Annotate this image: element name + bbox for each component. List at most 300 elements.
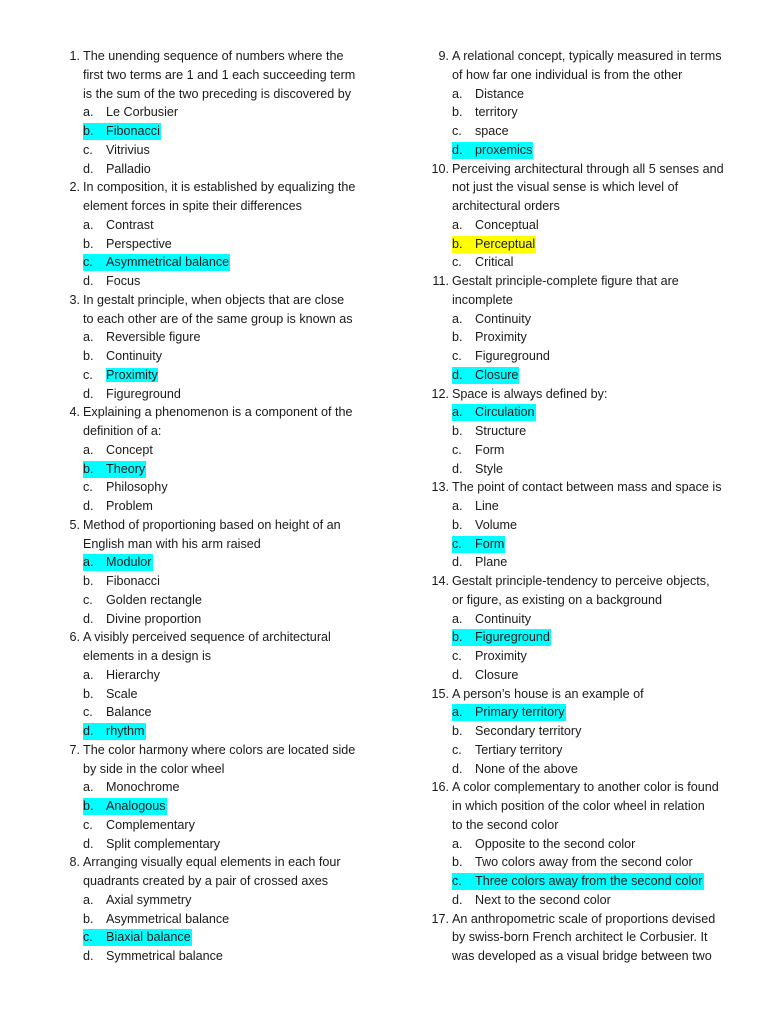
question-text: Explaining a phenomenon is a component of the — [83, 405, 353, 420]
answer-option — [58, 385, 368, 404]
question-text: to the second color — [452, 817, 559, 832]
option-letter: a. — [452, 86, 463, 101]
option-letter: a. — [452, 836, 463, 851]
question-number: 2. — [69, 180, 80, 195]
answer-option — [427, 122, 739, 141]
question-first-line — [58, 47, 368, 66]
highlighted-answer — [452, 236, 536, 253]
question-item — [58, 853, 368, 966]
answer-option-content — [452, 498, 500, 515]
answer-option — [58, 572, 368, 591]
question-item — [58, 741, 368, 854]
option-letter: c. — [452, 742, 462, 757]
option-text: Circulation — [475, 405, 535, 420]
question-item — [427, 160, 739, 273]
answer-option — [427, 460, 739, 479]
option-text: Closure — [475, 367, 519, 382]
question-item — [427, 385, 739, 479]
answer-option-content — [83, 498, 154, 515]
answer-option — [58, 103, 368, 122]
option-text: Figureground — [106, 386, 181, 401]
answer-option — [58, 610, 368, 629]
question-first-line — [427, 385, 739, 404]
answer-option — [427, 666, 739, 685]
answer-option-content — [452, 254, 514, 271]
question-text: A relational concept, typically measured in terms — [452, 49, 722, 63]
option-text: Asymmetrical balance — [106, 911, 230, 926]
option-letter: d. — [452, 555, 463, 570]
option-text: Fibonacci — [106, 124, 160, 138]
answer-option-content — [83, 367, 159, 384]
question-first-line — [58, 628, 368, 647]
answer-option — [58, 272, 368, 291]
option-letter: b. — [83, 686, 94, 701]
question-first-line — [58, 178, 368, 197]
option-text: Divine proportion — [106, 611, 202, 626]
question-continuation-line — [427, 816, 739, 835]
question-continuation-line — [58, 760, 368, 779]
option-letter: d. — [452, 142, 463, 157]
question-continuation-line — [427, 197, 739, 216]
option-text: territory — [475, 105, 518, 120]
question-item — [58, 628, 368, 741]
question-text: Method of proportioning based on height of an — [83, 517, 341, 532]
answer-option-content — [83, 236, 173, 253]
option-letter: b. — [83, 799, 94, 813]
answer-option-content — [452, 742, 563, 759]
option-letter: c. — [83, 817, 93, 832]
question-number: 5. — [69, 517, 80, 532]
question-text: of how far one individual is from the other — [452, 67, 683, 82]
option-letter: c. — [83, 705, 93, 720]
highlighted-answer — [452, 704, 566, 721]
option-letter: d. — [83, 274, 94, 288]
option-text: Complementary — [106, 817, 195, 832]
answer-option — [427, 553, 739, 572]
highlighted-answer — [452, 536, 505, 553]
question-number: 10. — [431, 161, 449, 176]
option-text: Palladio — [106, 161, 151, 176]
answer-option-content — [452, 723, 582, 740]
answer-option-content — [83, 479, 169, 496]
answer-option — [58, 797, 368, 816]
question-item — [58, 403, 368, 516]
answer-option — [427, 103, 739, 122]
answer-option-content — [452, 423, 527, 440]
answer-option-content — [83, 348, 163, 365]
question-text: or figure, as existing on a background — [452, 592, 663, 607]
answer-option — [58, 122, 368, 141]
option-text: Perceptual — [475, 236, 536, 251]
option-text: Two colors away from the second color — [475, 855, 693, 870]
answer-option — [427, 835, 739, 854]
question-text: A color complementary to another color is found — [452, 780, 719, 795]
highlighted-answer — [83, 723, 146, 740]
question-item — [427, 478, 739, 572]
question-text: The unending sequence of numbers where the — [83, 49, 344, 63]
highlighted-answer — [452, 367, 519, 384]
answer-option — [58, 460, 368, 479]
option-text: Form — [475, 442, 505, 457]
answer-option — [427, 310, 739, 329]
option-letter: a. — [452, 405, 463, 420]
answer-option-content — [83, 217, 155, 234]
question-text: quadrants created by a pair of crossed axes — [83, 874, 329, 888]
answer-option — [58, 366, 368, 385]
option-text: Line — [475, 499, 499, 513]
question-first-line — [427, 778, 739, 797]
answer-option-content — [83, 611, 202, 628]
answer-option — [58, 928, 368, 947]
highlighted-answer — [452, 404, 536, 421]
answer-option — [427, 535, 739, 554]
option-letter: d. — [452, 461, 463, 476]
option-letter: c. — [452, 255, 462, 270]
option-letter: b. — [83, 911, 94, 926]
question-first-line — [427, 685, 739, 704]
question-first-line — [58, 403, 368, 422]
answer-option-content — [83, 161, 152, 178]
answer-option — [427, 760, 739, 779]
option-text: Figureground — [475, 349, 550, 363]
option-text: Focus — [106, 274, 141, 288]
option-text: Proximity — [475, 649, 527, 663]
option-text: Scale — [106, 686, 138, 701]
answer-option — [427, 516, 739, 535]
answer-option — [58, 478, 368, 497]
answer-option-content — [83, 911, 230, 928]
option-text: Axial symmetry — [106, 892, 192, 907]
answer-option-content — [83, 104, 179, 121]
option-letter: a. — [452, 499, 463, 513]
answer-option — [58, 160, 368, 179]
option-text: Monochrome — [106, 780, 180, 795]
option-text: Le Corbusier — [106, 105, 179, 120]
option-text: Distance — [475, 86, 524, 101]
option-letter: a. — [83, 330, 94, 345]
question-number: 13. — [431, 480, 449, 495]
option-text: Philosophy — [106, 480, 168, 495]
question-number: 15. — [431, 686, 449, 701]
option-letter: a. — [83, 780, 94, 795]
option-text: Continuity — [106, 349, 163, 363]
answer-option — [58, 703, 368, 722]
answer-option — [427, 85, 739, 104]
answer-option-content — [83, 817, 196, 834]
question-number: 1. — [69, 49, 80, 63]
answer-option — [427, 610, 739, 629]
question-number: 3. — [69, 292, 80, 307]
option-letter: d. — [83, 161, 94, 176]
option-letter: b. — [83, 124, 94, 138]
option-letter: d. — [83, 724, 94, 738]
question-item — [427, 685, 739, 779]
answer-option-content — [452, 348, 551, 365]
answer-option — [58, 235, 368, 254]
question-number: 16. — [431, 780, 449, 795]
answer-option-content — [452, 761, 579, 778]
highlighted-answer — [83, 254, 230, 271]
option-text: Hierarchy — [106, 667, 160, 682]
option-text: Vitrivius — [106, 142, 150, 157]
question-number: 14. — [431, 574, 449, 588]
option-text: Biaxial balance — [106, 930, 191, 945]
question-continuation-line — [427, 928, 739, 947]
answer-option — [58, 347, 368, 366]
question-number: 8. — [69, 855, 80, 870]
option-letter: d. — [452, 367, 463, 382]
highlighted-answer — [452, 629, 551, 646]
question-item — [427, 272, 739, 385]
option-text: Fibonacci — [106, 574, 160, 588]
question-first-line — [427, 272, 739, 291]
answer-option-content — [83, 142, 151, 159]
question-number: 9. — [438, 49, 449, 63]
option-text: Style — [475, 461, 503, 476]
question-continuation-line — [427, 291, 739, 310]
answer-option-content — [83, 836, 221, 853]
option-letter: a. — [83, 555, 94, 570]
answer-option-content — [83, 442, 154, 459]
answer-option — [58, 216, 368, 235]
answer-option — [58, 816, 368, 835]
option-text: Modulor — [106, 555, 152, 570]
question-text: An anthropometric scale of proportions devised — [452, 911, 716, 926]
answer-option-content — [452, 461, 504, 478]
option-letter: c. — [452, 349, 462, 363]
question-text: by swiss-born French architect le Corbusier. It — [452, 930, 708, 945]
option-text: Balance — [106, 705, 152, 720]
question-number: 7. — [69, 742, 80, 757]
option-letter: b. — [83, 349, 94, 363]
option-letter: c. — [83, 480, 93, 495]
option-text: Next to the second color — [475, 892, 611, 907]
option-text: Asymmetrical balance — [106, 255, 230, 270]
option-letter: d. — [452, 761, 463, 776]
answer-option — [58, 141, 368, 160]
question-text: not just the visual sense is which level of — [452, 180, 679, 195]
option-text: Analogous — [106, 799, 166, 813]
answer-option — [427, 403, 739, 422]
option-text: Reversible figure — [106, 330, 201, 345]
answer-option — [58, 947, 368, 966]
question-continuation-line — [58, 535, 368, 554]
answer-option-content — [83, 948, 224, 965]
question-number: 4. — [69, 405, 80, 420]
answer-option-content — [452, 86, 525, 103]
highlighted-answer — [83, 461, 146, 478]
question-text: In composition, it is established by equalizing the — [83, 180, 356, 195]
question-number: 6. — [69, 630, 80, 645]
question-text: Space is always defined by: — [452, 386, 608, 401]
question-first-line — [427, 910, 739, 929]
answer-option — [58, 722, 368, 741]
option-text: Tertiary territory — [475, 742, 563, 757]
option-letter: c. — [83, 142, 93, 157]
answer-option-content — [452, 648, 528, 665]
option-letter: a. — [452, 705, 463, 720]
highlighted-answer — [83, 554, 153, 571]
answer-option — [427, 741, 739, 760]
option-text: Concept — [106, 442, 153, 457]
question-continuation-line — [58, 647, 368, 666]
question-continuation-line — [58, 872, 368, 891]
highlighted-answer — [452, 142, 533, 159]
answer-option — [427, 328, 739, 347]
answer-option-content — [83, 704, 153, 721]
answer-option — [58, 497, 368, 516]
answer-option-content — [452, 611, 532, 628]
question-text: The point of contact between mass and space is — [452, 480, 722, 495]
option-text: Split complementary — [106, 836, 221, 851]
question-text: element forces in spite their differences — [83, 199, 302, 213]
right-column — [427, 47, 739, 966]
question-text: A person’s house is an example of — [452, 686, 644, 701]
highlighted-answer — [83, 798, 167, 815]
answer-option — [427, 853, 739, 872]
question-number: 12. — [431, 386, 449, 401]
question-item — [58, 291, 368, 404]
answer-option — [427, 872, 739, 891]
answer-option — [58, 253, 368, 272]
option-letter: c. — [452, 649, 462, 663]
highlighted-answer-text: Proximity — [106, 367, 158, 382]
option-text: Figureground — [475, 630, 550, 645]
option-text: proxemics — [475, 142, 533, 157]
answer-option-content — [83, 386, 182, 403]
option-text: Primary territory — [475, 705, 565, 720]
option-letter: a. — [452, 217, 463, 232]
answer-option — [427, 253, 739, 272]
question-number: 11. — [432, 274, 449, 288]
question-continuation-line — [427, 591, 739, 610]
answer-option-content — [83, 573, 161, 590]
option-text: Golden rectangle — [106, 592, 202, 607]
answer-option — [58, 441, 368, 460]
question-text: to each other are of the same group is known as — [83, 311, 353, 326]
question-text: was developed as a visual bridge between two — [452, 949, 712, 963]
question-continuation-line — [58, 66, 368, 85]
option-text: space — [475, 124, 509, 138]
answer-option-content — [83, 686, 139, 703]
answer-option-content — [452, 554, 508, 571]
option-letter: c. — [83, 255, 93, 270]
option-text: Proximity — [475, 330, 527, 345]
option-letter: d. — [452, 892, 463, 907]
option-letter: b. — [83, 461, 94, 476]
question-item — [427, 778, 739, 909]
answer-option — [58, 910, 368, 929]
answer-option — [58, 666, 368, 685]
answer-option-content — [452, 329, 528, 346]
answer-option — [58, 328, 368, 347]
question-text: A visibly perceived sequence of architectural — [83, 630, 331, 645]
option-text: Structure — [475, 424, 527, 438]
answer-option — [427, 891, 739, 910]
option-letter: c. — [83, 592, 93, 607]
question-first-line — [58, 741, 368, 760]
question-text: The color harmony where colors are located side — [83, 742, 356, 757]
question-first-line — [427, 160, 739, 179]
answer-option-content — [83, 592, 203, 609]
option-letter: c. — [452, 536, 462, 551]
highlighted-answer — [83, 123, 161, 140]
question-item — [58, 178, 368, 291]
question-continuation-line — [427, 797, 739, 816]
question-continuation-line — [58, 85, 368, 104]
option-letter: c. — [452, 442, 462, 457]
answer-option — [58, 553, 368, 572]
answer-option — [427, 628, 739, 647]
question-item — [427, 910, 739, 966]
answer-option — [427, 647, 739, 666]
option-text: Closure — [475, 667, 519, 682]
answer-option-content — [452, 442, 505, 459]
option-letter: d. — [83, 611, 94, 626]
answer-option — [427, 497, 739, 516]
option-text: Secondary territory — [475, 724, 582, 738]
answer-option-content — [83, 273, 141, 290]
highlighted-answer — [83, 929, 192, 946]
question-number: 17. — [431, 911, 449, 926]
question-text: elements in a design is — [83, 649, 212, 663]
option-letter: b. — [452, 517, 463, 532]
question-continuation-line — [427, 947, 739, 966]
question-continuation-line — [427, 178, 739, 197]
question-text: architectural orders — [452, 199, 560, 213]
option-letter: c. — [83, 367, 93, 382]
option-letter: b. — [83, 574, 94, 588]
question-continuation-line — [58, 197, 368, 216]
question-item — [427, 47, 739, 160]
option-letter: b. — [83, 236, 94, 251]
answer-option-content — [83, 892, 192, 909]
option-letter: a. — [83, 105, 94, 120]
question-continuation-line — [58, 422, 368, 441]
answer-option-content — [452, 836, 636, 853]
answer-option — [58, 835, 368, 854]
answer-option — [427, 141, 739, 160]
question-item — [58, 516, 368, 629]
option-text: Theory — [106, 461, 146, 476]
option-text: Volume — [475, 517, 518, 532]
question-item — [427, 572, 739, 685]
answer-option-content — [83, 779, 181, 796]
option-letter: a. — [83, 217, 94, 232]
answer-option-content — [452, 123, 510, 140]
question-first-line — [58, 516, 368, 535]
question-text: Perceiving architectural through all 5 senses and — [452, 161, 724, 176]
left-column — [58, 47, 368, 966]
answer-option-content — [452, 517, 518, 534]
question-text: incomplete — [452, 292, 513, 307]
answer-option — [427, 347, 739, 366]
option-text: Three colors away from the second color — [475, 874, 703, 888]
option-letter: b. — [452, 630, 463, 645]
question-continuation-line — [427, 66, 739, 85]
option-text: Perspective — [106, 236, 172, 251]
answer-option-content — [83, 329, 202, 346]
option-letter: b. — [452, 236, 463, 251]
answer-option-content — [452, 311, 532, 328]
option-letter: d. — [452, 667, 463, 682]
option-text: Form — [475, 536, 505, 551]
answer-option-content — [452, 217, 540, 234]
option-text: Plane — [475, 555, 508, 570]
option-text: Contrast — [106, 217, 154, 232]
answer-option — [58, 891, 368, 910]
answer-option — [427, 422, 739, 441]
